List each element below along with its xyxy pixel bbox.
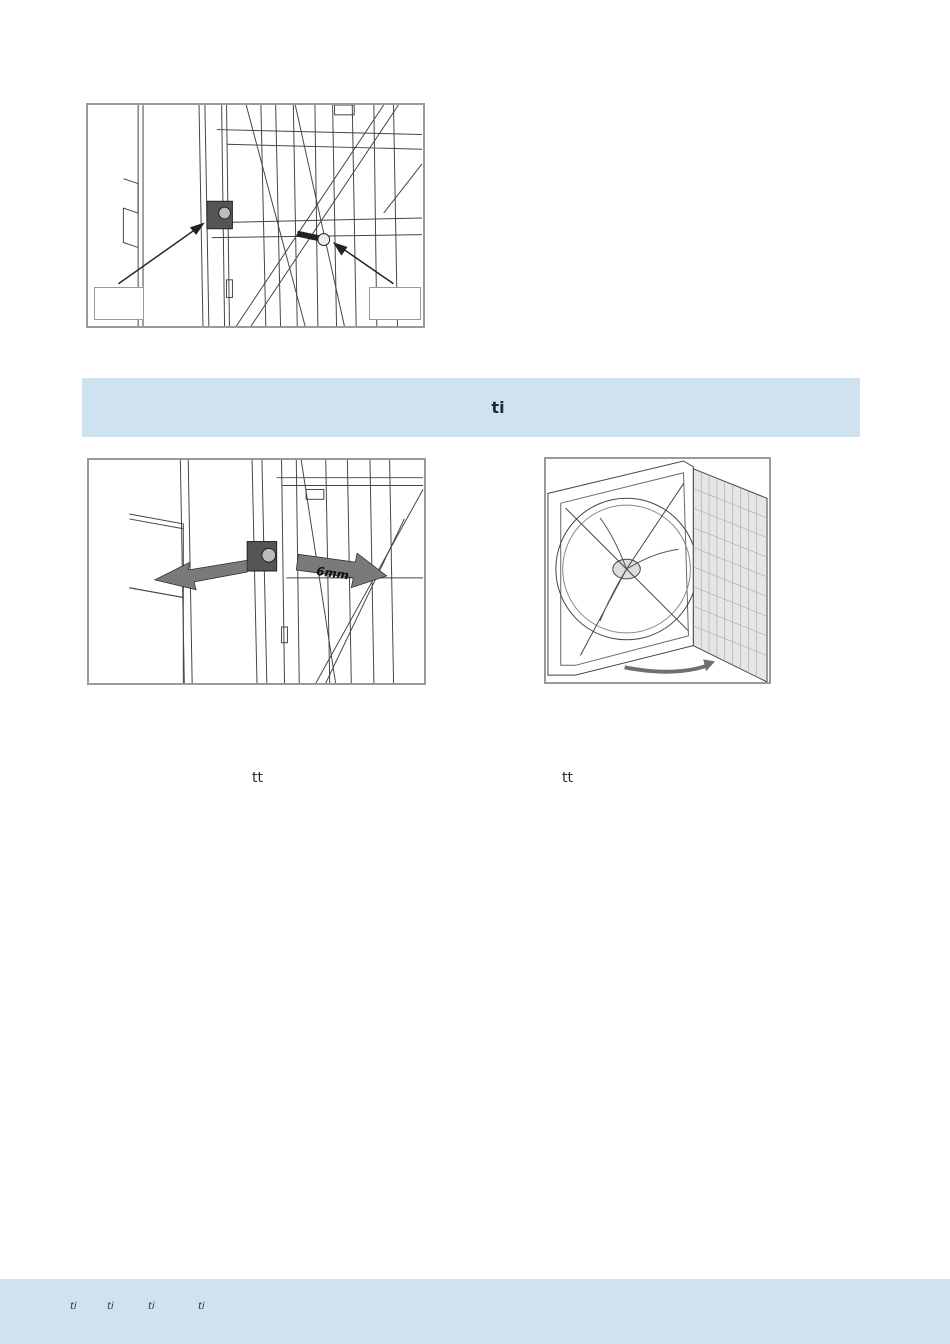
footer-text: ti bbox=[70, 1301, 77, 1312]
footer-band bbox=[0, 1279, 950, 1344]
callout-box-right bbox=[369, 287, 421, 320]
figure-clip-and-screw bbox=[86, 103, 425, 328]
swing-arrow bbox=[625, 665, 709, 671]
mesh-screen bbox=[693, 469, 767, 682]
figure-fan-unit bbox=[544, 457, 771, 684]
figure-clip-adjustment bbox=[87, 458, 426, 685]
footer-text: ti bbox=[148, 1301, 155, 1312]
clip-adjustment-illustration bbox=[89, 460, 424, 683]
body-text-fragment-left: tt bbox=[252, 770, 263, 786]
footer-text: ti bbox=[107, 1301, 114, 1312]
fan-unit-illustration bbox=[546, 459, 769, 682]
clip-part bbox=[207, 201, 233, 229]
footer-text: ti bbox=[198, 1301, 205, 1312]
section-heading: ti bbox=[491, 398, 505, 417]
screw-part bbox=[297, 234, 329, 246]
section-heading-band bbox=[82, 378, 860, 437]
callout-box-left bbox=[94, 287, 144, 320]
measurement-label: 6mm bbox=[315, 564, 350, 583]
arrow-left bbox=[155, 560, 247, 589]
body-text-fragment-right: tt bbox=[562, 770, 573, 786]
clip-part bbox=[247, 542, 276, 571]
